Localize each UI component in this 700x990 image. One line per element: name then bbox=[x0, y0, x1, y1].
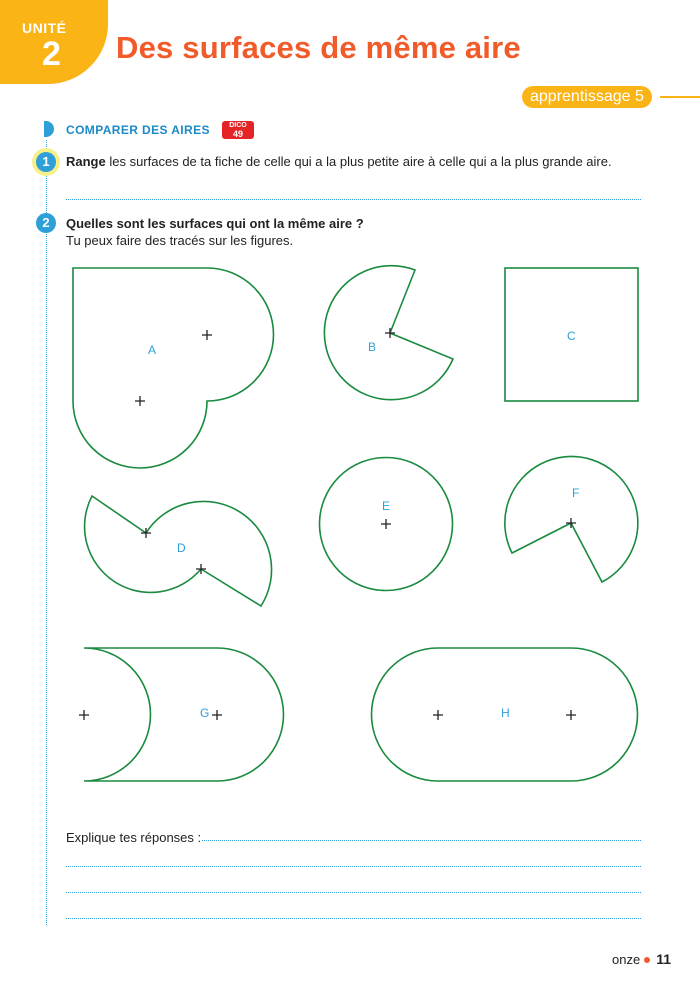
footer-bullet-icon bbox=[644, 957, 650, 963]
figure-e bbox=[320, 458, 453, 591]
page-footer bbox=[612, 951, 671, 967]
question-2-number: 2 bbox=[36, 213, 56, 233]
explain-prompt: Explique tes réponses : bbox=[66, 830, 202, 845]
figure-h-label: H bbox=[501, 706, 510, 720]
question-2-instruction: Tu peux faire des tracés sur les figures. bbox=[66, 233, 294, 248]
figure-g-outline bbox=[84, 648, 284, 781]
figure-b-center bbox=[385, 328, 395, 338]
figure-f-label: F bbox=[572, 486, 580, 500]
answer-line-2[interactable] bbox=[202, 840, 641, 841]
question-2-title: Quelles sont les surfaces qui ont la même aire ? bbox=[66, 216, 364, 231]
figure-f bbox=[505, 456, 638, 582]
figure-h bbox=[372, 648, 638, 781]
figure-a-label: A bbox=[148, 343, 157, 357]
figure-d bbox=[85, 496, 272, 606]
answer-line-3[interactable] bbox=[66, 866, 641, 867]
page-title: Des surfaces de même aire bbox=[116, 30, 521, 65]
figure-d-center-1 bbox=[141, 528, 151, 538]
answer-line-4[interactable] bbox=[66, 892, 641, 893]
unit-number: 2 bbox=[42, 35, 61, 73]
unit-label: UNITÉ bbox=[22, 20, 67, 36]
figure-f-center bbox=[566, 518, 576, 528]
question-1-verb: Range bbox=[66, 154, 106, 169]
answer-line-5[interactable] bbox=[66, 918, 641, 919]
figure-c-label: C bbox=[567, 329, 576, 343]
figure-g-center-1 bbox=[79, 710, 89, 720]
figure-d-label: D bbox=[177, 541, 186, 555]
page-number: 11 bbox=[656, 951, 672, 967]
figure-e-label: E bbox=[382, 499, 391, 513]
figure-g bbox=[79, 648, 284, 781]
dico-number: 49 bbox=[232, 129, 243, 139]
question-1-number: 1 bbox=[36, 152, 56, 172]
question-1-rest: les surfaces de ta fiche de celle qui a la plus petite aire à celle qui a la plus grande aire. bbox=[105, 154, 612, 169]
figure-h-center-2 bbox=[566, 710, 576, 720]
section-title: COMPARER DES AIRES bbox=[66, 123, 210, 137]
figure-h-center-1 bbox=[433, 710, 443, 720]
figure-a-center-1 bbox=[202, 330, 212, 340]
figure-c bbox=[505, 268, 638, 401]
figure-e-center bbox=[381, 519, 391, 529]
dico-label: DICO bbox=[229, 122, 247, 129]
page-word: onze bbox=[612, 952, 641, 967]
figure-b-label: B bbox=[368, 340, 377, 354]
figure-g-label: G bbox=[200, 706, 210, 720]
figure-b bbox=[324, 266, 453, 400]
figure-g-center-2 bbox=[212, 710, 222, 720]
figure-a bbox=[73, 268, 274, 468]
lesson-badge: apprentissage 5 bbox=[522, 86, 652, 108]
figure-a-center-2 bbox=[135, 396, 145, 406]
figure-a-outline bbox=[73, 268, 274, 468]
